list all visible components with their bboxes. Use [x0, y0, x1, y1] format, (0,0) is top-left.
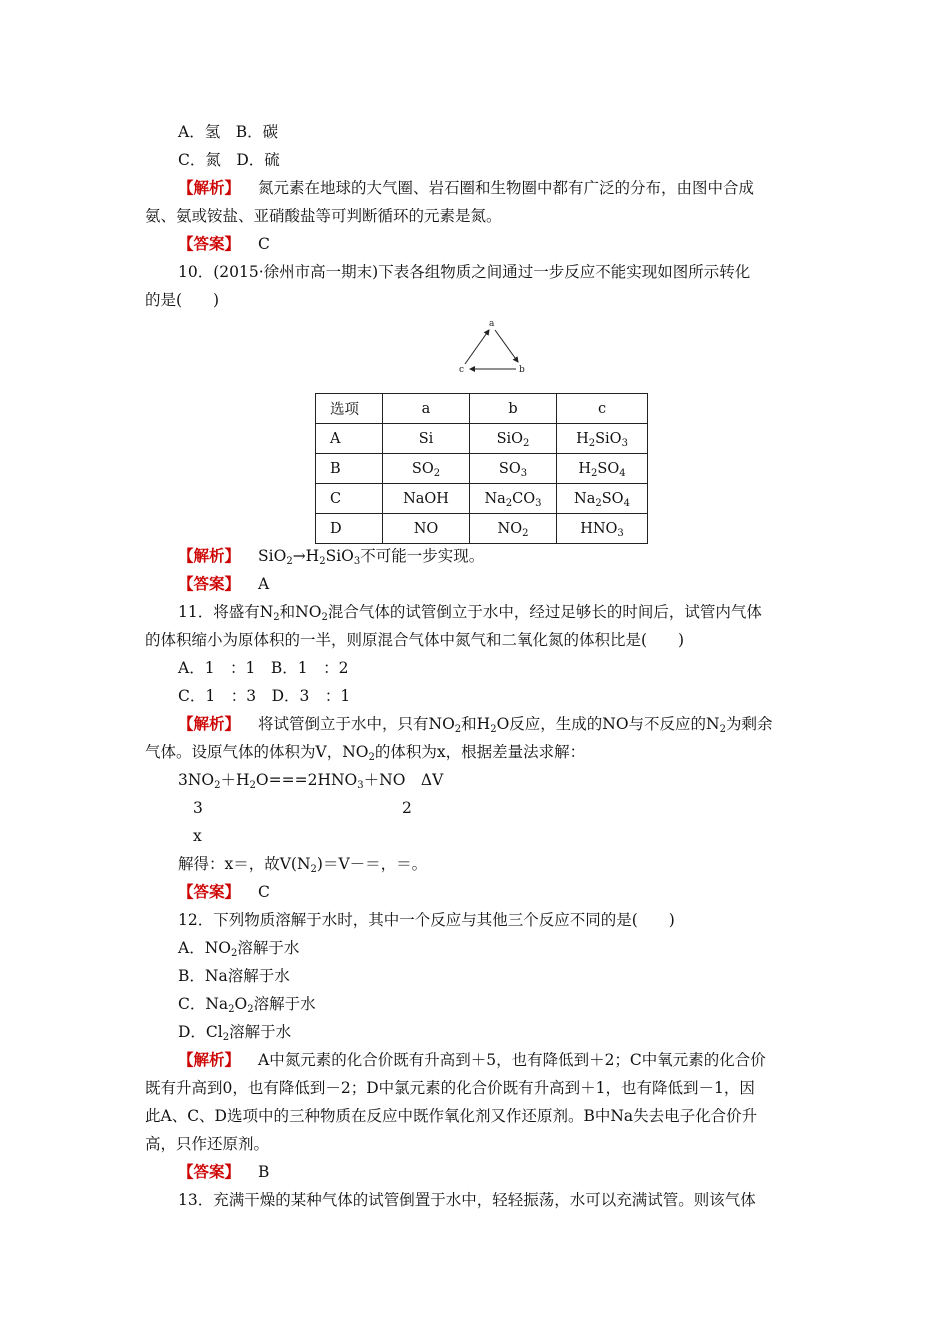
header-cell: 选项 — [316, 394, 383, 424]
table-cell: $H_2SO_4$ — [557, 454, 648, 484]
table-cell: Si — [383, 424, 470, 454]
q10-stem-line-2: 的是( ) — [145, 291, 220, 309]
answer-tag: 【答案】 — [178, 234, 241, 253]
q11-coefficient-3: 3 — [193, 799, 203, 817]
header-cell: b — [470, 394, 557, 424]
q13-stem: 13．充满干燥的某种气体的试管倒置于水中，轻轻振荡，水可以充满试管。则该气体 — [178, 1191, 756, 1209]
q9-options-ab: A．氢 B．碳 — [178, 123, 279, 141]
diagram-node-a: a — [489, 319, 495, 329]
analysis-tag: 【解析】 — [178, 178, 241, 197]
q12-analysis-line-1: 【解析】 A中氮元素的化合价既有升高到＋5，也有降低到＋2；C中氧元素的化合价 — [178, 1050, 766, 1069]
q12-answer: 【答案】 B — [178, 1162, 270, 1181]
q9-analysis-line-1: 【解析】 氮元素在地球的大气圈、岩石圈和生物圈中都有广泛的分布，由图中合成 — [178, 178, 755, 197]
table-row — [316, 454, 648, 484]
q11-stem-line-2: 的体积缩小为原体积的一半，则原混合气体中氮气和二氧化氮的体积比是( ) — [145, 631, 685, 649]
q11-equation: $3NO_2+H_2O===2HNO_3+NO$ ΔV — [178, 771, 444, 791]
option-cell: A — [316, 424, 383, 454]
option-cell: C — [316, 484, 383, 514]
option-cell: B — [316, 454, 383, 484]
q11-answer: 【答案】 C — [178, 882, 270, 901]
q9-options-cd: C．氮 D．硫 — [178, 151, 280, 169]
analysis-tag: 【解析】 — [178, 546, 241, 565]
q11-options-ab: A．1 ：1 B．1 ：2 — [178, 659, 349, 677]
q9-answer: 【答案】 C — [178, 234, 270, 253]
options-table — [315, 393, 648, 544]
option-cell: D — [316, 514, 383, 544]
header-cell: a — [383, 394, 470, 424]
table-cell: NO — [383, 514, 470, 544]
table-cell: $NO_2$ — [470, 514, 557, 544]
diagram-node-c: c — [459, 365, 465, 375]
q10-analysis: 【解析】 $SiO_2\to H_2SiO_3$不可能一步实现。 — [178, 546, 485, 567]
q11-analysis-line-2: 气体。设原气体的体积为V，$NO_2$的体积为x，根据差量法求解： — [145, 743, 586, 763]
table-cell: $H_2SiO_3$ — [557, 424, 648, 454]
answer-tag: 【答案】 — [178, 1162, 241, 1181]
table-header-row — [316, 394, 648, 424]
table-cell: $SO_3$ — [470, 454, 557, 484]
q12-analysis-line-4: 高，只作还原剂。 — [145, 1135, 270, 1153]
table-cell: $Na_2SO_4$ — [557, 484, 648, 514]
q10-answer: 【答案】 A — [178, 574, 270, 593]
table-cell: $HNO_3$ — [557, 514, 648, 544]
q12-option-b: B．Na溶解于水 — [178, 967, 290, 985]
q12-analysis-line-3: 此A、C、D选项中的三种物质在反应中既作氧化剂又作还原剂。B中Na失去电子化合价升 — [145, 1107, 758, 1125]
q11-variable-x: x — [193, 827, 202, 845]
q11-coefficient-2: 2 — [402, 799, 412, 817]
conversion-triangle-diagram — [455, 318, 535, 378]
q11-solution: 解得：x＝，故$V(N_2)=V-=$，＝。 — [178, 855, 428, 875]
analysis-tag: 【解析】 — [178, 1050, 241, 1069]
q9-analysis-line-2: 氨、氨或铵盐、亚硝酸盐等可判断循环的元素是氮。 — [145, 207, 502, 225]
table-row — [316, 514, 648, 544]
table-row — [316, 424, 648, 454]
diagram-node-b: b — [519, 365, 525, 375]
table-cell: SiO$_2$ — [470, 424, 557, 454]
answer-tag: 【答案】 — [178, 882, 241, 901]
table-cell: $SO_2$ — [383, 454, 470, 484]
arrow-a-to-b — [495, 330, 518, 362]
analysis-tag: 【解析】 — [178, 714, 241, 733]
answer-tag: 【答案】 — [178, 574, 241, 593]
q11-stem-line-1: 11．将盛有$N_2$和$NO_2$混合气体的试管倒立于水中，经过足够长的时间后，试管内气体 — [178, 603, 762, 623]
table-cell: NaOH — [383, 484, 470, 514]
q12-stem: 12．下列物质溶解于水时，其中一个反应与其他三个反应不同的是( ) — [178, 911, 675, 929]
arrow-c-to-a — [465, 330, 489, 364]
q12-option-a: A．$NO_2$溶解于水 — [178, 939, 300, 959]
q11-analysis-line-1: 【解析】 将试管倒立于水中，只有$NO_2$和$H_2O$反应，生成的NO与不反应的$N_2$为剩余 — [178, 714, 773, 735]
q12-analysis-line-2: 既有升高到0，也有降低到－2；D中氯元素的化合价既有升高到＋1，也有降低到－1，因 — [145, 1079, 755, 1097]
q11-options-cd: C．1 ：3 D．3 ：1 — [178, 687, 351, 705]
table-row — [316, 484, 648, 514]
q10-stem-line-1: 10．(2015·徐州市高一期末)下表各组物质之间通过一步反应不能实现如图所示转化 — [178, 263, 751, 281]
q12-option-d: D．$Cl_2$溶解于水 — [178, 1023, 292, 1043]
q12-option-c: C．$Na_2O_2$溶解于水 — [178, 995, 316, 1015]
table-cell: $Na_2CO_3$ — [470, 484, 557, 514]
header-cell: c — [557, 394, 648, 424]
